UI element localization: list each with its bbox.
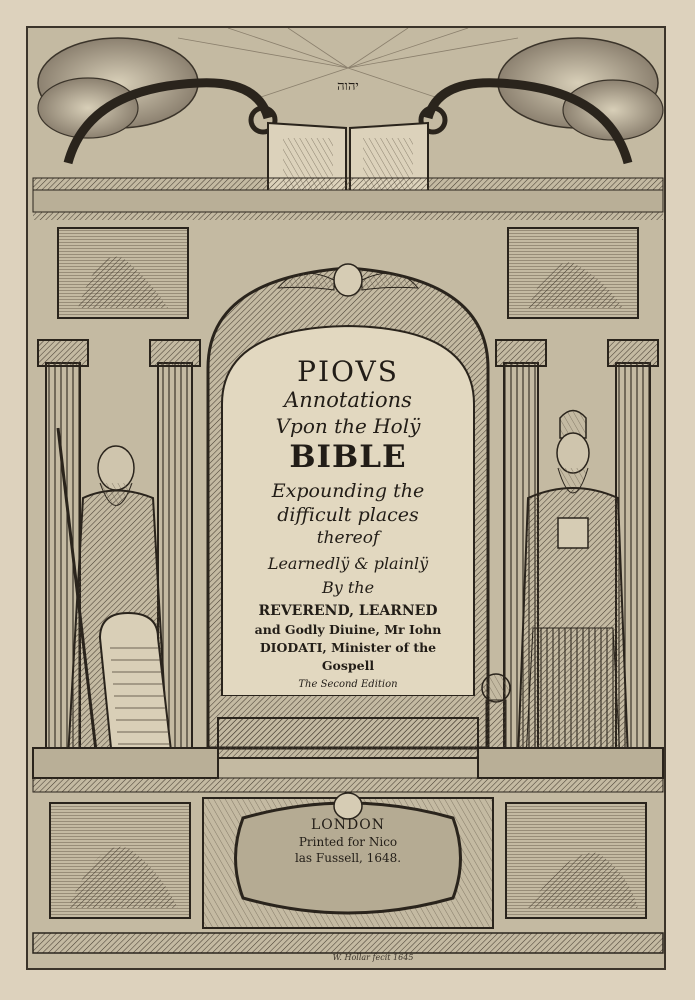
signature-text: W. Hollar fecit 1645 <box>332 953 414 962</box>
title-thereof: thereof <box>316 528 380 548</box>
imprint-cartouche <box>260 808 436 888</box>
title-difficult-places: difficult places <box>277 504 419 526</box>
engraver-signature <box>298 954 448 966</box>
title-gospell: Gospell <box>321 658 375 673</box>
hebrew-name-inscription <box>288 78 408 98</box>
engraved-plate <box>26 26 666 970</box>
title-expounding: Expounding the <box>271 480 425 502</box>
title-godly-divine: and Godly Diuine, Mr Iohn <box>254 622 442 637</box>
imprint-printed-for: Printed for Nico <box>298 835 398 849</box>
title-word-pious: PIOVS <box>297 355 399 388</box>
imprint-london: LONDON <box>311 817 385 833</box>
hebrew-name: יהוה <box>337 79 359 94</box>
imprint-publisher-year: las Fussell, 1648. <box>294 851 402 865</box>
title-learnedly-plainly: Learnedlÿ & plainlÿ <box>267 554 429 573</box>
title-by-the: By the <box>321 578 375 597</box>
title-reverend-learned: REVEREND, LEARNED <box>258 603 438 619</box>
title-diodati-minister: DIODATI, Minister of the <box>259 640 437 655</box>
title-bible: BIBLE <box>289 439 407 475</box>
title-annotations: Annotations <box>284 388 412 412</box>
title-upon-the-holy: Vpon the Holÿ <box>275 414 421 438</box>
title-second-edition: The Second Edition <box>298 679 398 690</box>
title-tablet <box>216 324 480 696</box>
